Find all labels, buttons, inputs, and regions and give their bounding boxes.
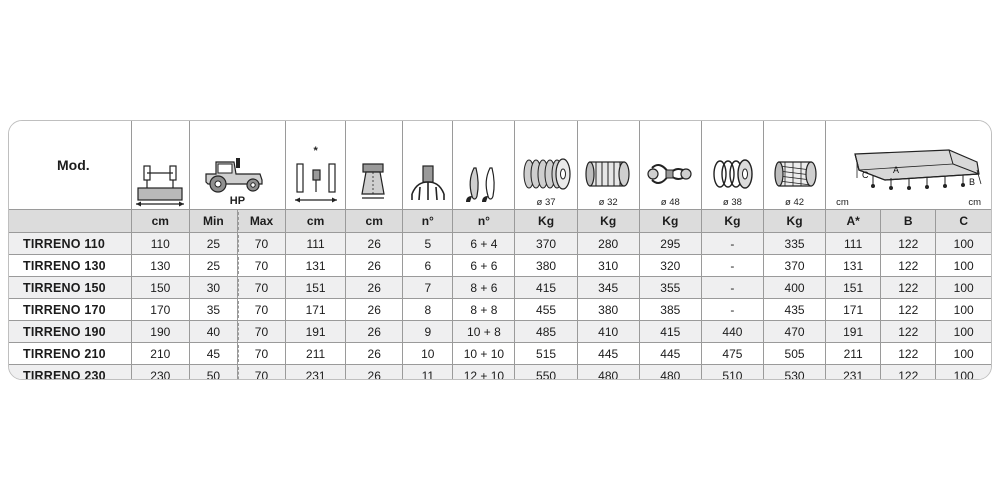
roller-32-icon [580, 154, 636, 196]
cell-w38: - [701, 255, 763, 277]
icon-header-row [9, 121, 991, 210]
cell-flanges: 6 [403, 255, 453, 277]
cell-width: 150 [131, 277, 189, 299]
cell-w42: 470 [763, 321, 825, 343]
table-row [9, 321, 991, 343]
cell-model: TIRRENO 230 [9, 365, 131, 381]
cell-total-width: 151 [286, 277, 346, 299]
cell-hp-min: 40 [189, 321, 237, 343]
cell-w32: 345 [577, 277, 639, 299]
cell-w32: 445 [577, 343, 639, 365]
cell-w37: 380 [515, 255, 577, 277]
cell-dim-b: 122 [881, 321, 936, 343]
header-machine-dimensions [826, 121, 991, 210]
cell-width: 210 [131, 343, 189, 365]
cell-w37: 415 [515, 277, 577, 299]
cell-model: TIRRENO 170 [9, 299, 131, 321]
cell-w32: 410 [577, 321, 639, 343]
cell-w42: 530 [763, 365, 825, 381]
roller-37-caption: ø 37 [536, 197, 556, 209]
cell-hp-min: 45 [189, 343, 237, 365]
cell-width: 230 [131, 365, 189, 381]
cell-w48: 355 [639, 277, 701, 299]
header-roller-38 [701, 121, 763, 210]
header-working-depth [346, 121, 403, 210]
cell-w42: 505 [763, 343, 825, 365]
cell-w48: 320 [639, 255, 701, 277]
overall-width-asterisk: * [313, 145, 318, 158]
unit-w48: Kg [639, 210, 701, 233]
cell-depth: 26 [346, 343, 403, 365]
table-row [9, 233, 991, 255]
cell-w42: 400 [763, 277, 825, 299]
cell-blades: 6 + 4 [453, 233, 515, 255]
working-width-icon [134, 162, 186, 208]
header-roller-37 [515, 121, 577, 210]
cell-w42: 435 [763, 299, 825, 321]
roller-48-icon [644, 154, 696, 196]
cell-w37: 515 [515, 343, 577, 365]
cell-depth: 26 [346, 233, 403, 255]
svg-text:A: A [892, 165, 899, 176]
unit-width: cm [131, 210, 189, 233]
gearbox-icon [349, 160, 399, 208]
cell-hp-min: 25 [189, 233, 237, 255]
cell-dim-c: 100 [936, 277, 991, 299]
unit-dim-b: B [881, 210, 936, 233]
cell-dim-a: 211 [826, 343, 881, 365]
cell-depth: 26 [346, 299, 403, 321]
cell-w42: 370 [763, 255, 825, 277]
cell-hp-min: 50 [189, 365, 237, 381]
roller-48-caption: ø 48 [660, 197, 680, 209]
cell-blades: 8 + 8 [453, 299, 515, 321]
cell-hp-max: 70 [237, 365, 285, 381]
unit-w32: Kg [577, 210, 639, 233]
cell-model: TIRRENO 210 [9, 343, 131, 365]
cell-w38: - [701, 233, 763, 255]
cell-w32: 280 [577, 233, 639, 255]
cell-w48: 445 [639, 343, 701, 365]
cell-blades: 6 + 6 [453, 255, 515, 277]
cell-w37: 485 [515, 321, 577, 343]
unit-model [9, 210, 131, 233]
cell-hp-min: 35 [189, 299, 237, 321]
overall-width-icon [289, 160, 343, 208]
cell-flanges: 5 [403, 233, 453, 255]
table-row [9, 277, 991, 299]
cell-flanges: 10 [403, 343, 453, 365]
cell-dim-a: 131 [826, 255, 881, 277]
unit-hp-min: Min [189, 210, 237, 233]
cell-depth: 26 [346, 365, 403, 381]
cell-dim-a: 111 [826, 233, 881, 255]
cell-hp-min: 25 [189, 255, 237, 277]
cell-model: TIRRENO 190 [9, 321, 131, 343]
cell-w38: - [701, 277, 763, 299]
unit-flanges: n° [403, 210, 453, 233]
roller-32-caption: ø 32 [598, 197, 618, 209]
unit-w37: Kg [515, 210, 577, 233]
cell-w48: 385 [639, 299, 701, 321]
cell-dim-a: 151 [826, 277, 881, 299]
roller-38-caption: ø 38 [722, 197, 742, 209]
cell-model: TIRRENO 130 [9, 255, 131, 277]
cell-width: 110 [131, 233, 189, 255]
unit-dim-a: A* [826, 210, 881, 233]
unit-hp-max: Max [237, 210, 285, 233]
cell-dim-b: 122 [881, 277, 936, 299]
unit-header-row [9, 210, 991, 233]
cell-hp-max: 70 [237, 299, 285, 321]
table-row [9, 365, 991, 381]
cell-model: TIRRENO 110 [9, 233, 131, 255]
cell-dim-b: 122 [881, 233, 936, 255]
specification-card [8, 120, 992, 380]
cell-dim-c: 100 [936, 233, 991, 255]
cell-w37: 370 [515, 233, 577, 255]
cell-flanges: 11 [403, 365, 453, 381]
model-header-label: Mod. [57, 157, 90, 173]
cell-w38: 475 [701, 343, 763, 365]
rotor-flange-icon [406, 160, 450, 208]
header-tractor-hp [189, 121, 285, 210]
table-row [9, 299, 991, 321]
cell-hp-min: 30 [189, 277, 237, 299]
cell-w32: 480 [577, 365, 639, 381]
cell-flanges: 7 [403, 277, 453, 299]
cell-dim-b: 122 [881, 255, 936, 277]
header-overall-width [286, 121, 346, 210]
dimension-unit-left: cm [836, 197, 849, 209]
unit-dim-c: C [936, 210, 991, 233]
cell-blades: 10 + 8 [453, 321, 515, 343]
unit-depth: cm [346, 210, 403, 233]
cell-dim-c: 100 [936, 343, 991, 365]
cell-w32: 310 [577, 255, 639, 277]
unit-total-width: cm [286, 210, 346, 233]
cell-dim-b: 122 [881, 365, 936, 381]
cell-total-width: 171 [286, 299, 346, 321]
cell-w42: 335 [763, 233, 825, 255]
header-roller-32 [577, 121, 639, 210]
cell-hp-max: 70 [237, 321, 285, 343]
cell-hp-max: 70 [237, 343, 285, 365]
cell-flanges: 8 [403, 299, 453, 321]
cell-depth: 26 [346, 255, 403, 277]
cell-dim-b: 122 [881, 299, 936, 321]
cell-dim-c: 100 [936, 299, 991, 321]
cell-blades: 12 + 10 [453, 365, 515, 381]
header-roller-48 [639, 121, 701, 210]
cell-hp-max: 70 [237, 277, 285, 299]
cell-depth: 26 [346, 277, 403, 299]
cell-hp-max: 70 [237, 255, 285, 277]
cell-width: 170 [131, 299, 189, 321]
cell-dim-c: 100 [936, 321, 991, 343]
cell-total-width: 231 [286, 365, 346, 381]
unit-w42: Kg [763, 210, 825, 233]
cell-w48: 295 [639, 233, 701, 255]
specification-table [9, 121, 991, 380]
header-working-width [131, 121, 189, 210]
table-row [9, 255, 991, 277]
cell-total-width: 191 [286, 321, 346, 343]
cell-w38: 440 [701, 321, 763, 343]
cell-total-width: 211 [286, 343, 346, 365]
model-header-cell [9, 121, 131, 210]
machine-dimensions-icon [829, 140, 989, 196]
svg-text:B: B [968, 177, 975, 188]
cell-w38: 510 [701, 365, 763, 381]
cell-total-width: 111 [286, 233, 346, 255]
cell-w32: 380 [577, 299, 639, 321]
cell-flanges: 9 [403, 321, 453, 343]
cell-w48: 415 [639, 321, 701, 343]
cell-w48: 480 [639, 365, 701, 381]
roller-42-caption: ø 42 [785, 197, 805, 209]
cell-width: 190 [131, 321, 189, 343]
roller-38-icon [704, 154, 760, 196]
tractor-icon [200, 148, 274, 194]
roller-37-icon [517, 154, 575, 196]
table-row [9, 343, 991, 365]
cell-w37: 550 [515, 365, 577, 381]
cell-dim-a: 231 [826, 365, 881, 381]
cell-dim-c: 100 [936, 255, 991, 277]
cell-dim-c: 100 [936, 365, 991, 381]
tractor-hp-caption: HP [229, 195, 246, 208]
roller-42-icon [767, 154, 823, 196]
unit-blades: n° [453, 210, 515, 233]
cell-w37: 455 [515, 299, 577, 321]
cell-w38: - [701, 299, 763, 321]
cell-width: 130 [131, 255, 189, 277]
unit-w38: Kg [701, 210, 763, 233]
cell-dim-a: 191 [826, 321, 881, 343]
svg-text:C: C [861, 170, 869, 181]
cell-dim-a: 171 [826, 299, 881, 321]
cell-hp-max: 70 [237, 233, 285, 255]
header-blade-count [453, 121, 515, 210]
cell-depth: 26 [346, 321, 403, 343]
cell-total-width: 131 [286, 255, 346, 277]
cell-model: TIRRENO 150 [9, 277, 131, 299]
cell-blades: 10 + 10 [453, 343, 515, 365]
cell-blades: 8 + 6 [453, 277, 515, 299]
dimension-unit-right: cm [968, 197, 981, 209]
header-roller-42 [763, 121, 825, 210]
cell-dim-b: 122 [881, 343, 936, 365]
header-flange-count [403, 121, 453, 210]
blades-icon [458, 162, 510, 208]
